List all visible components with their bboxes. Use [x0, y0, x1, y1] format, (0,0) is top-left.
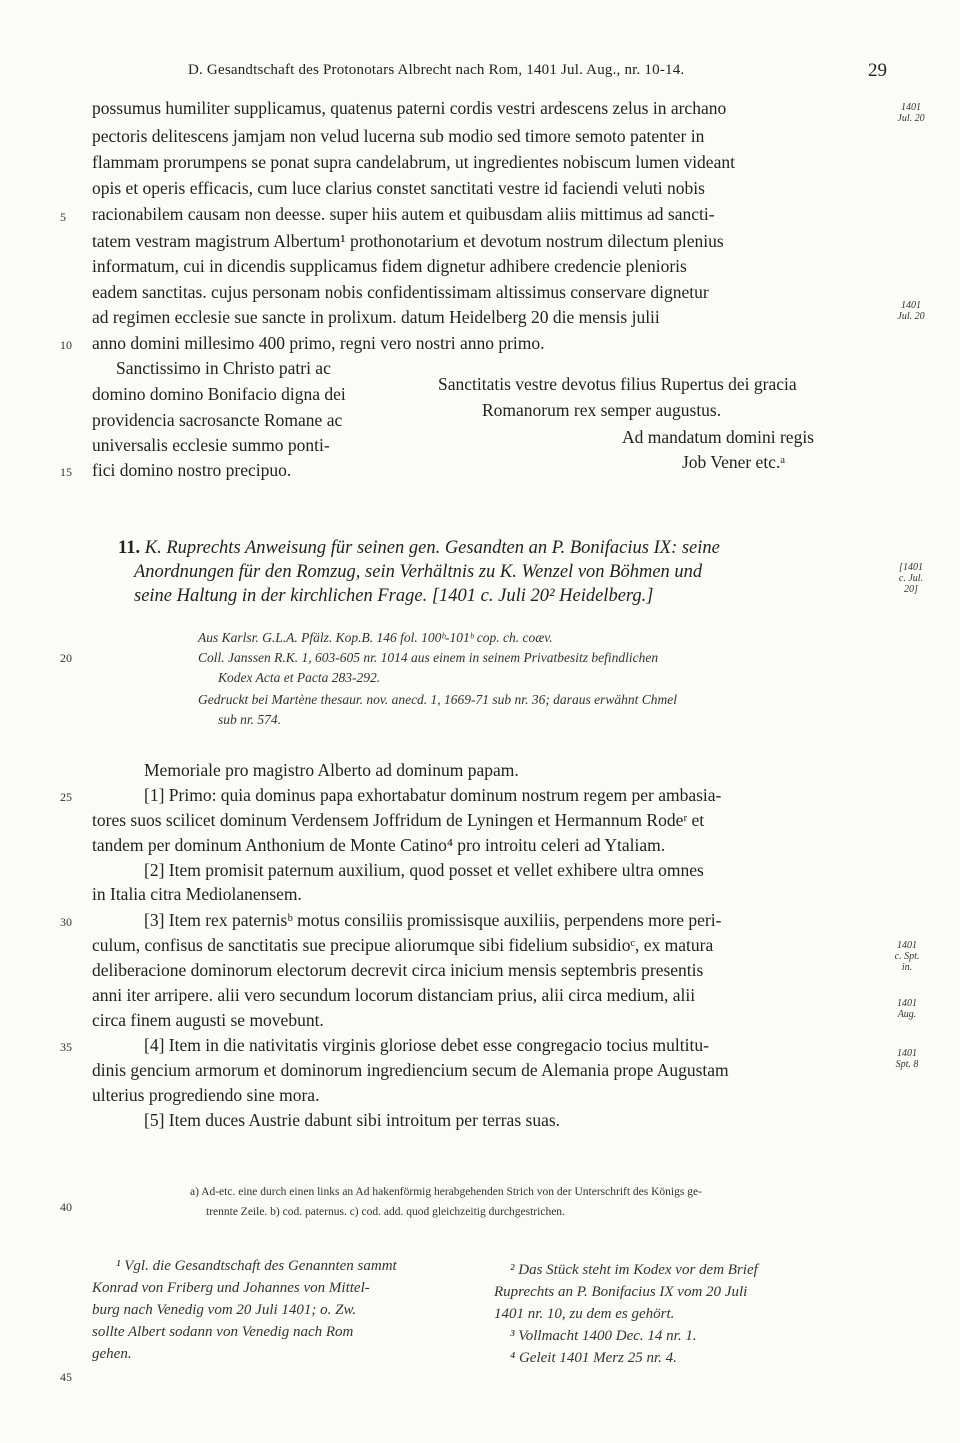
text-line: [5] Item duces Austrie dabunt sibi introitum per terras suas.: [144, 1110, 561, 1130]
footnote-line: Ruprechts an P. Bonifacius IX vom 20 Juli: [494, 1284, 748, 1300]
text-line: Memoriale pro magistro Alberto ad dominum papam.: [144, 760, 519, 780]
line-number: 30: [60, 915, 72, 929]
text-line: [4] Item in die nativitatis virginis gloriose debet esse congregacio tocius multitu-: [144, 1035, 709, 1055]
subscription-line: Ad mandatum domini regis: [622, 427, 814, 447]
running-header: D. Gesandtschaft des Protonotars Albrecht nach Rom, 1401 Jul. Aug., nr. 10-14.: [188, 62, 685, 78]
line-number: 35: [60, 1040, 72, 1054]
source-line: sub nr. 574.: [218, 712, 282, 727]
page-number: 29: [868, 60, 887, 81]
margin-date: 1401 Jul. 20: [897, 300, 925, 322]
subscription-line: Job Vener etc.ᵃ: [682, 452, 786, 472]
text-line: in Italia citra Mediolanensem.: [92, 884, 302, 904]
text-line: flammam prorumpens se ponat supra candelabrum, ut ingredientes nobiscum lumen videant: [92, 152, 735, 172]
text-line: ad regimen ecclesie sue sancte in prolixum. datum Heidelberg 20 die mensis julii: [92, 307, 660, 327]
line-number: 10: [60, 338, 72, 352]
margin-date: 1401 Jul. 20: [897, 102, 925, 124]
subscription-line: Romanorum rex semper augustus.: [482, 400, 722, 420]
text-line: eadem sanctitas. cujus personam nobis confidentissimam altissimus conservare dignetur: [92, 282, 709, 302]
footnote-line: sollte Albert sodann von Venedig nach Rom: [92, 1324, 354, 1340]
source-line: Coll. Janssen R.K. 1, 603-605 nr. 1014 aus einem in seinem Privatbesitz befindlichen: [198, 650, 659, 665]
text-line: [3] Item rex paternisᵇ motus consiliis promissisque auxiliis, perpendens more peri-: [144, 910, 722, 930]
footnote-line: Konrad von Friberg und Johannes von Mittel-: [92, 1280, 370, 1296]
text-line: tandem per dominum Anthonium de Monte Catino⁴ pro introitu celeri ad Ytaliam.: [92, 835, 666, 855]
title-line: Anordnungen für den Romzug, sein Verhältnis zu K. Wenzel von Böhmen und: [134, 562, 703, 582]
text-line: opis et operis efficacis, cum luce clarius constet sanctitati vestre id faciendi veluti nobis: [92, 178, 705, 198]
footnote-line: 1401 nr. 10, zu dem es gehört.: [494, 1306, 675, 1322]
footnote-line: ⁴ Geleit 1401 Merz 25 nr. 4.: [510, 1350, 677, 1366]
address-line: Sanctissimo in Christo patri ac: [116, 358, 331, 378]
text-line: circa finem augusti se movebunt.: [92, 1010, 324, 1030]
title-line: [118, 538, 720, 559]
text-line: racionabilem causam non deesse. super hiis autem et quibusdam aliis mittimus ad sancti-: [92, 204, 715, 224]
source-line: Kodex Acta et Pacta 283-292.: [218, 670, 381, 685]
text-line: dinis gencium armorum et dominorum ingrediencium secum de Alemania prope Augustam: [92, 1060, 729, 1080]
margin-date: [1401 c. Jul. 20]: [898, 562, 924, 595]
text-line: possumus humiliter supplicamus, quatenus paterni cordis vestri ardescens zelus in archano: [92, 98, 727, 118]
address-line: domino domino Bonifacio digna dei: [92, 384, 346, 404]
source-line: Aus Karlsr. G.L.A. Pfälz. Kop.B. 146 fol. 100ᵇ-101ᵇ cop. ch. coæv.: [198, 630, 553, 645]
document-number: 11.: [118, 538, 141, 558]
footnote-line: burg nach Venedig vom 20 Juli 1401; o. Zw.: [92, 1302, 357, 1318]
margin-date: 1401 Spt. 8: [895, 1048, 919, 1070]
text-line: anni iter arripere. alii vero secundum locorum distanciam prius, alii circa medium, alii: [92, 985, 696, 1005]
line-number: 40: [60, 1200, 72, 1214]
text-line: tores suos scilicet dominum Verdensem Joffridum de Lyningen et Hermannum Rodeʳ et: [92, 810, 705, 830]
subscription-line: Sanctitatis vestre devotus filius Rupertus dei gracia: [438, 374, 797, 394]
text-line: anno domini millesimo 400 primo, regni vero nostri anno primo.: [92, 333, 545, 353]
line-number: 45: [60, 1370, 72, 1384]
text-line: ulterius progrediendo sine mora.: [92, 1085, 320, 1105]
source-line: Gedruckt bei Martène thesaur. nov. anecd. 1, 1669-71 sub nr. 36; daraus erwähnt Chmel: [198, 692, 677, 707]
title-line: seine Haltung in der kirchlichen Frage. [1401 c. Juli 20² Heidelberg.]: [134, 586, 654, 606]
footnote-line: gehen.: [92, 1346, 132, 1362]
text-line: pectoris delitescens jamjam non velud lucerna sub modio sed timore semoto patenter in: [92, 126, 705, 146]
text-line: deliberacione dominorum electorum decrevit circa inicium mensis septembris presentis: [92, 960, 704, 980]
line-number: 25: [60, 790, 72, 804]
line-number: 20: [60, 651, 72, 665]
title-text: K. Ruprechts Anweisung für seinen gen. Gesandten an P. Bonifacius IX: seine: [144, 538, 720, 558]
address-line: fici domino nostro precipuo.: [92, 460, 292, 480]
footnote-line: ¹ Vgl. die Gesandtschaft des Genannten sammt: [116, 1258, 397, 1274]
text-line: informatum, cui in dicendis supplicamus fidem dignetur adhibere credencie plenioris: [92, 256, 687, 276]
apparatus-line: trennte Zeile. b) cod. paternus. c) cod. add. quod gleichzeitig durchgestrichen.: [206, 1206, 565, 1218]
footnote-line: ² Das Stück steht im Kodex vor dem Brief: [510, 1262, 758, 1278]
address-line: universalis ecclesie summo ponti-: [92, 435, 330, 455]
text-line: [1] Primo: quia dominus papa exhortabatur dominum nostrum regem per ambasia-: [144, 785, 722, 805]
margin-date: 1401 c. Spt. in.: [894, 940, 920, 973]
footnote-line: ³ Vollmacht 1400 Dec. 14 nr. 1.: [510, 1328, 697, 1344]
address-line: providencia sacrosancte Romane ac: [92, 410, 343, 430]
text-line: culum, confisus de sanctitatis sue precipue aliorumque sibi fidelium subsidioᶜ, ex matura: [92, 935, 714, 955]
text-line: tatem vestram magistrum Albertum¹ prothonotarium et devotum nostrum dilectum plenius: [92, 231, 724, 251]
line-number: 5: [60, 210, 66, 224]
apparatus-line: a) Ad-etc. eine durch einen links an Ad hakenförmig herabgehenden Strich von der Unterschrift des Königs ge-: [190, 1186, 702, 1198]
margin-date: 1401 Aug.: [897, 998, 917, 1020]
line-number: 15: [60, 465, 72, 479]
text-line: [2] Item promisit paternum auxilium, quod posset et vellet exhibere ultra omnes: [144, 860, 704, 880]
